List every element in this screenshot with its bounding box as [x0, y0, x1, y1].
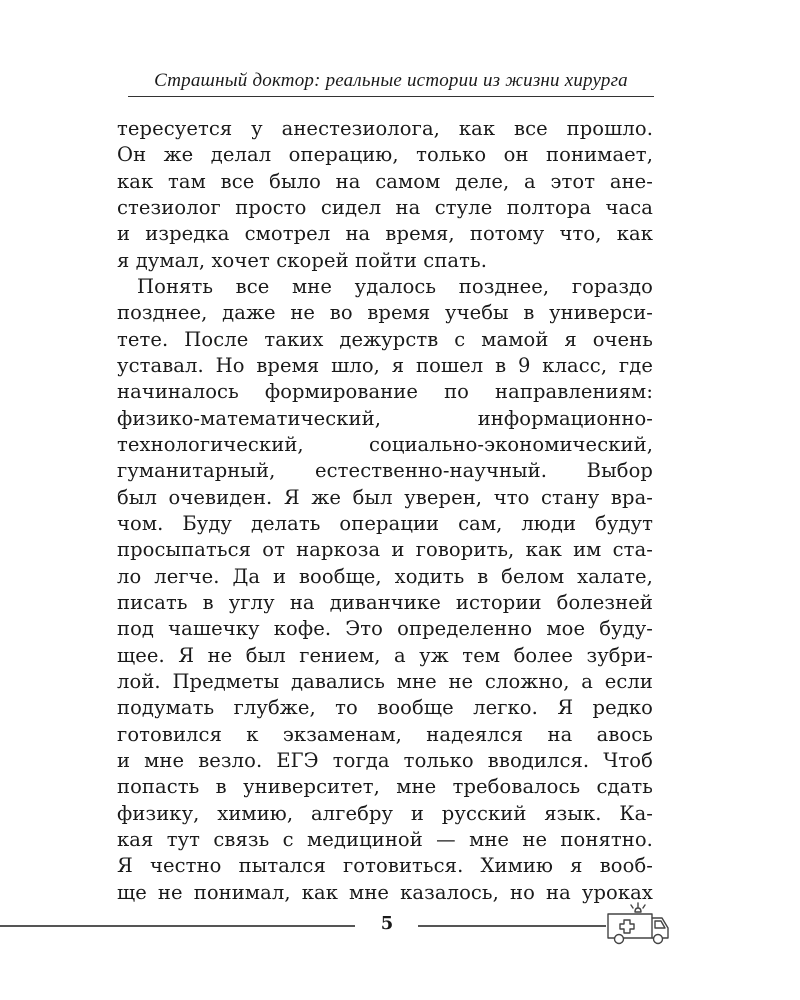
text-line: был очевиден. Я же был уверен, что стану вра- [117, 485, 653, 509]
text-line: подумать глубже, то вообще легко. Я редко [117, 696, 653, 720]
text-line: ло легче. Да и вообще, ходить в белом халате, [117, 564, 653, 588]
footer-rule-left [0, 925, 355, 927]
text-line: попасть в университет, мне требовалось сдать [117, 775, 653, 799]
running-header-title: Страшный доктор: реальные истории из жизни хирурга [154, 70, 628, 91]
text-line: под чашечку кофе. Это определенно мое буду- [117, 617, 653, 641]
text-line: тете. После таких дежурств с мамой я очень [117, 327, 653, 351]
text-line: тересуется у анестезиолога, как все прошло. [117, 117, 653, 140]
text-line: лой. Предметы давались мне не сложно, а если [117, 669, 653, 693]
text-line: начиналось формирование по направлениям: [117, 380, 653, 404]
text-line: готовился к экзаменам, надеялся на авось [117, 722, 653, 746]
text-line: ще не понимал, как мне казалось, но на уроках [117, 880, 653, 904]
text-line: кая тут связь с медициной — мне не понятно. [117, 827, 653, 851]
ambulance-icon [604, 902, 672, 946]
text-line: и изредка смотрел на время, потому что, как [117, 222, 653, 246]
text-line: щее. Я не был гением, а уж тем более зубри- [117, 643, 653, 667]
text-line: как там все было на самом деле, а этот ане- [117, 169, 653, 193]
running-header [128, 68, 654, 97]
text-line: чом. Буду делать операции сам, люди будут [117, 511, 653, 535]
text-line: Он же делал операцию, только он понимает, [117, 143, 653, 167]
text-line: позднее, даже не во время учебы в универси- [117, 301, 653, 325]
text-line: технологический, социально-экономический, [117, 432, 653, 456]
text-line: Понять все мне удалось позднее, гораздо [137, 274, 653, 298]
text-line: Я честно пытался готовиться. Химию я вооб- [117, 854, 653, 878]
text-line: стезиолог просто сидел на стуле полтора часа [117, 195, 653, 219]
page-number: 5 [380, 913, 394, 934]
text-line: физико-математический, информационно- [117, 406, 653, 430]
text-line: физику, химию, алгебру и русский язык. Ка- [117, 801, 653, 825]
text-line: я думал, хочет скорей пойти спать. [117, 248, 488, 272]
text-line: уставал. Но время шло, я пошел в 9 класс, где [117, 353, 653, 377]
text-line: просыпаться от наркоза и говорить, как им ста- [117, 538, 653, 562]
text-line: писать в углу на диванчике истории болезней [117, 590, 653, 614]
body-text [117, 116, 653, 906]
footer-rule-right [418, 925, 606, 927]
text-line: и мне везло. ЕГЭ тогда только вводился. Чтоб [117, 748, 653, 772]
text-line: гуманитарный, естественно-научный. Выбор [117, 459, 653, 483]
